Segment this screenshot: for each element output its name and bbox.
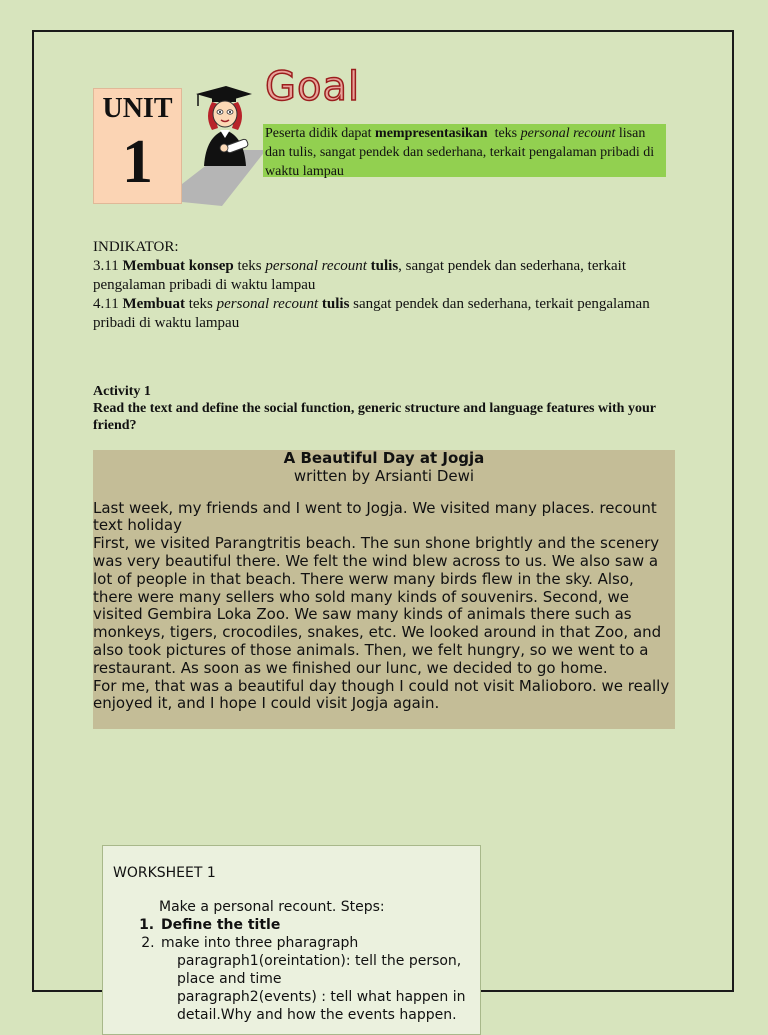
story-body	[93, 500, 675, 714]
goal-description: Peserta didik dapat mempresentasikan teks personal recount lisan dan tulis, sangat pendek dan sederhana, terkait pengalaman pribadi di waktu lampau	[263, 124, 666, 177]
worksheet-box	[102, 845, 481, 1035]
unit-number: 1	[122, 128, 153, 196]
worksheet-intro: Make a personal recount. Steps:	[159, 899, 385, 915]
activity-instruction: Read the text and define the social function, generic structure and language features with your friend?	[93, 401, 656, 433]
worksheet-step: 2. make into three pharagraph	[159, 934, 470, 952]
story-title: A Beautiful Day at Jogja	[283, 449, 485, 467]
worksheet-title: WORKSHEET 1	[113, 865, 216, 881]
story-paragraph: Last week, my friends and I went to Jogja. We visited many places. recount text holiday	[93, 498, 657, 535]
graduate-icon	[194, 84, 264, 170]
story-author: written by Arsianti Dewi	[293, 466, 475, 485]
unit-badge	[93, 88, 182, 204]
worksheet-steps	[113, 916, 470, 952]
worksheet-step: 1. Define the title	[159, 916, 470, 934]
indicator-section	[93, 238, 683, 333]
story-paragraph: First, we visited Parangtritis beach. The sun shone brightly and the scenery was very beautiful there. We felt the wind blew across to us. We also saw a lot of people in that beach. There werw many birds flew in the sky. Also, there were many sellers who sold many kinds of souvenirs. Second, we visited Gembira Loka Zoo. We saw many kinds of animals there such as monkeys, tigers, crocodiles, snakes, etc. We looked around in that Zoo, and also took pictures of those animals. Then, we felt hungry, so we went to a restaurant. As soon as we finished our lunc, we decided to go home.	[93, 534, 662, 677]
indicator-heading: INDIKATOR:	[93, 239, 179, 255]
activity-title: Activity 1	[93, 384, 151, 399]
unit-label: UNIT	[102, 93, 173, 124]
story-paragraph: For me, that was a beautiful day though I could not visit Malioboro. we really enjoyed it, and I hope I could visit Jogja again.	[93, 676, 670, 713]
activity-section	[93, 383, 683, 434]
worksheet-sub-item: paragraph1(oreintation): tell the person, place and time	[177, 953, 462, 987]
worksheet-sub-item: paragraph2(events) : tell what happen in detail.Why and how the events happen.	[177, 989, 466, 1023]
goal-heading: Goal	[265, 64, 361, 110]
indicator-item: 4.11 Membuat teks personal recount tulis sangat pendek dan sederhana, terkait pengalaman pribadi di waktu lampau	[93, 296, 650, 331]
story-text-box	[93, 450, 675, 729]
indicator-item: 3.11 Membuat konsep teks personal recount tulis, sangat pendek dan sederhana, terkait pengalaman pribadi di waktu lampau	[93, 258, 626, 293]
